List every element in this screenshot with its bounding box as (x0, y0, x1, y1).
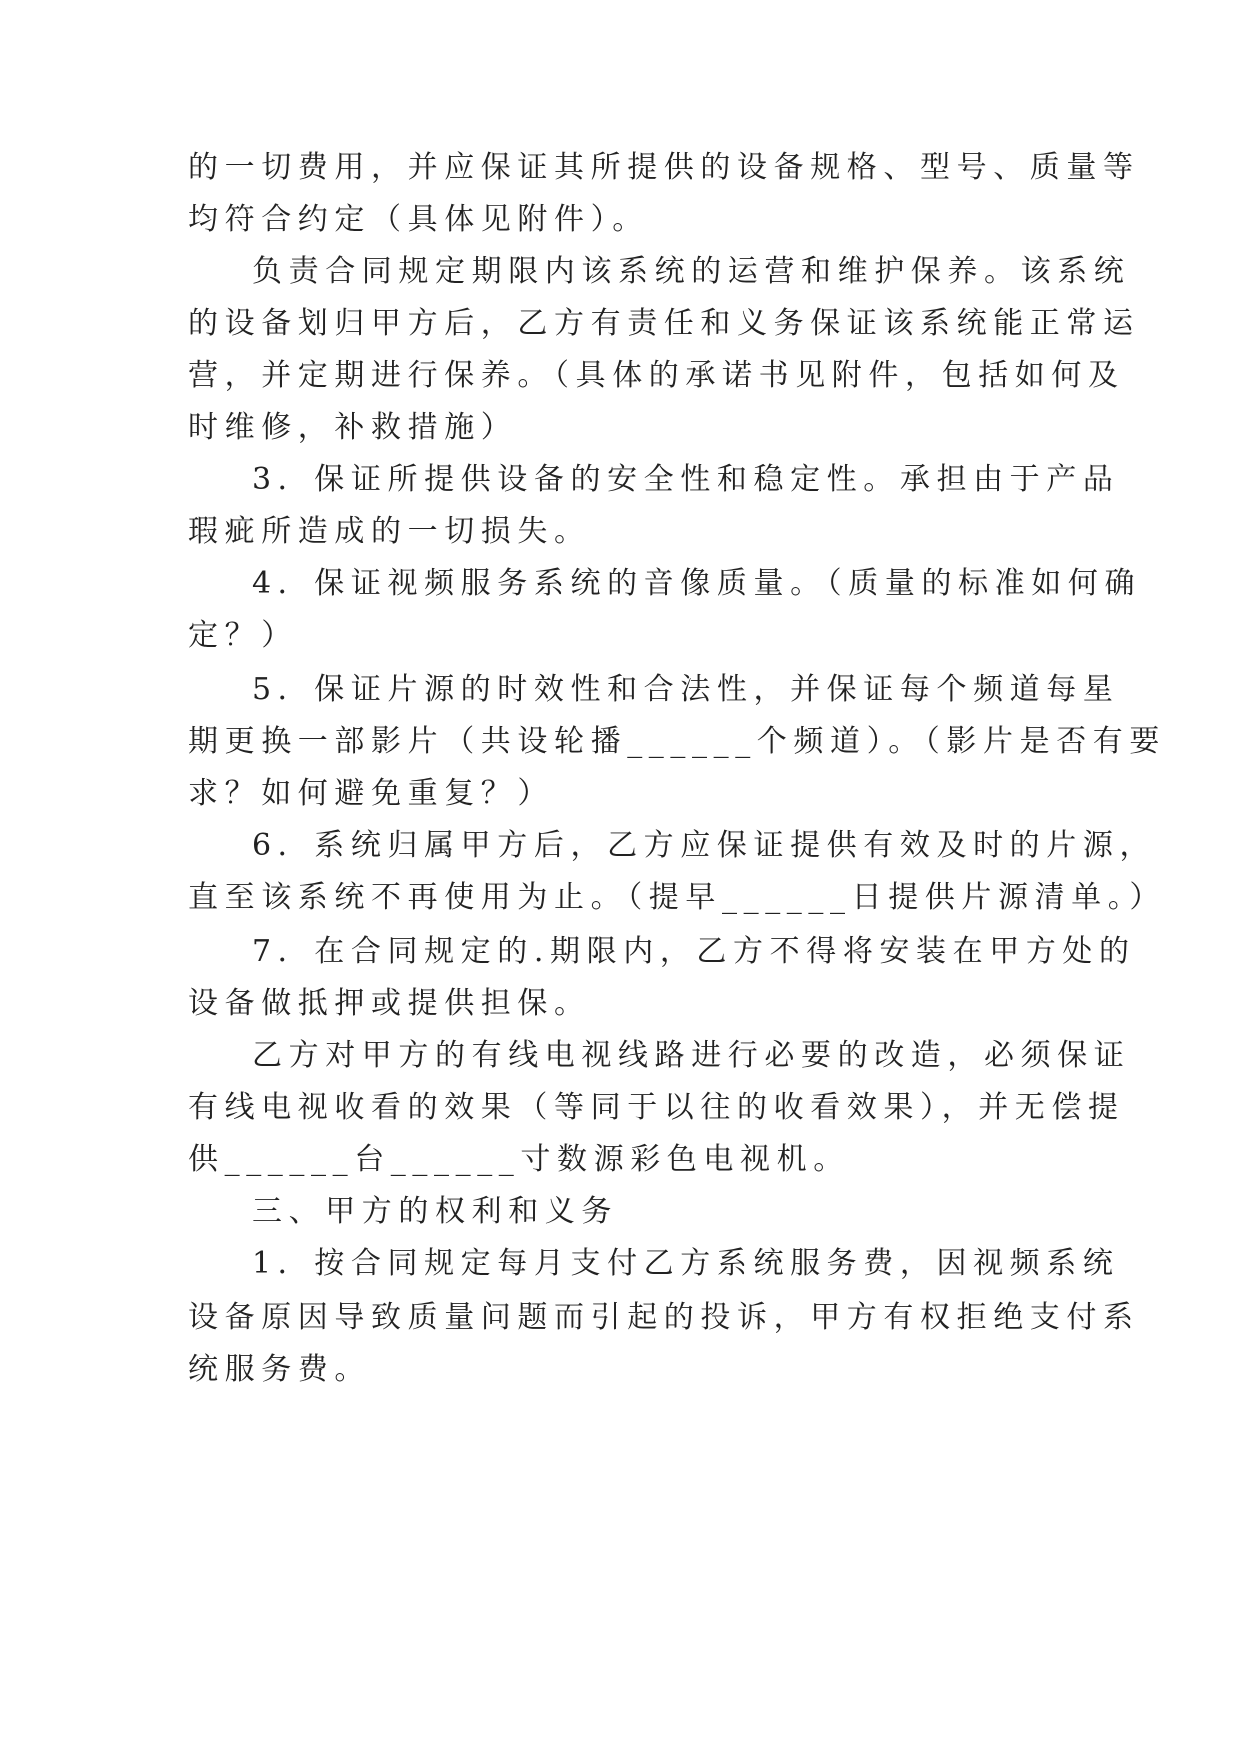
text-line: 求？如何避免重复？） (188, 776, 554, 811)
text-line: 负责合同规定期限内该系统的运营和维护保养。该系统 (252, 254, 1131, 289)
text-line: 的设备划归甲方后，乙方有责任和义务保证该系统能正常运 (188, 306, 1140, 341)
text-line: 设备原因导致质量问题而引起的投诉，甲方有权拒绝支付系 (188, 1300, 1140, 1335)
text-line: 定？） (188, 618, 298, 653)
text-line: 有线电视收看的效果（等同于以往的收看效果），并无偿提 (188, 1090, 1125, 1125)
text-line: 直至该系统不再使用为止。（提早______日提供片源清单。） (188, 880, 1166, 915)
text-line: 营，并定期进行保养。（具体的承诺书见附件，包括如何及 (188, 358, 1125, 393)
text-line: 的一切费用，并应保证其所提供的设备规格、型号、质量等 (188, 150, 1140, 185)
text-line: 4．保证视频服务系统的音像质量。（质量的标准如何确 (252, 566, 1142, 601)
text-line: 均符合约定（具体见附件）。 (188, 202, 649, 237)
text-line: 5．保证片源的时效性和合法性，并保证每个频道每星 (252, 672, 1120, 707)
text-line: 设备做抵押或提供担保。 (188, 986, 591, 1021)
text-line: 统服务费。 (188, 1352, 371, 1387)
text-line: 瑕疵所造成的一切损失。 (188, 514, 591, 549)
text-line: 7．在合同规定的.期限内，乙方不得将安装在甲方处的 (252, 934, 1136, 969)
section-heading: 三、甲方的权利和义务 (252, 1194, 618, 1229)
text-line: 6．系统归属甲方后，乙方应保证提供有效及时的片源， (252, 828, 1157, 863)
text-line: 供______台______寸数源彩色电视机。 (188, 1142, 850, 1177)
text-line: 3．保证所提供设备的安全性和稳定性。承担由于产品 (252, 462, 1120, 497)
text-line: 时维修，补救措施） (188, 410, 518, 445)
text-line: 期更换一部影片（共设轮播______个频道）。（影片是否有要 (188, 724, 1166, 759)
text-line: 1．按合同规定每月支付乙方系统服务费，因视频系统 (252, 1246, 1120, 1281)
text-line: 乙方对甲方的有线电视线路进行必要的改造，必须保证 (252, 1038, 1131, 1073)
